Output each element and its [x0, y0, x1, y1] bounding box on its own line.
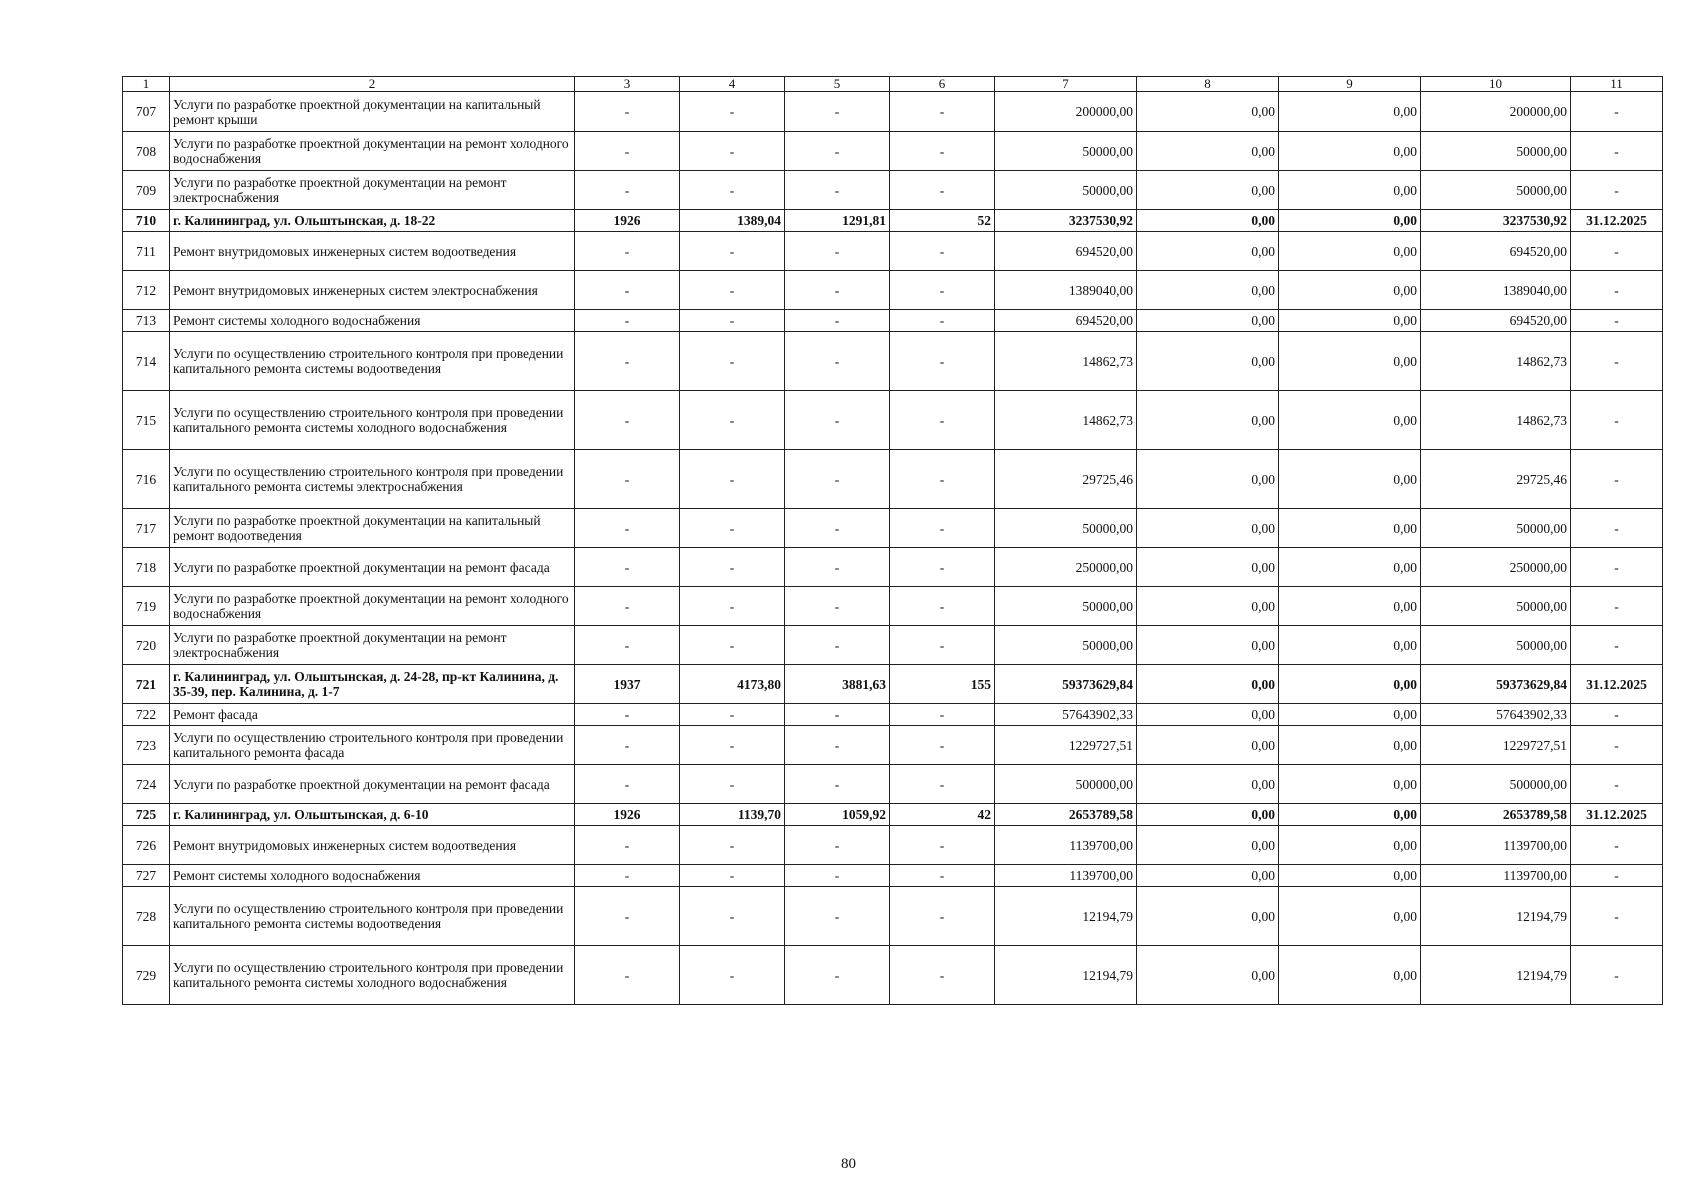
cell-col5: -	[785, 232, 890, 271]
cell-col4: -	[680, 548, 785, 587]
cell-col4: 1139,70	[680, 804, 785, 826]
cell-col7: 50000,00	[995, 509, 1137, 548]
row-number: 717	[123, 509, 170, 548]
cell-col4: -	[680, 310, 785, 332]
cell-col3: -	[575, 92, 680, 132]
row-name: г. Калининград, ул. Ольштынская, д. 18-22	[170, 210, 575, 232]
cell-col10: 12194,79	[1421, 946, 1571, 1005]
cell-col3: -	[575, 826, 680, 865]
column-number: 3	[575, 77, 680, 92]
row-name: г. Калининград, ул. Ольштынская, д. 24-28, пр-кт Калинина, д. 35-39, пер. Калинина, д. 1-7	[170, 665, 575, 704]
table-row	[123, 509, 1663, 548]
cell-col5: -	[785, 92, 890, 132]
cell-col8: 0,00	[1137, 509, 1279, 548]
cell-col3: -	[575, 587, 680, 626]
table-row	[123, 946, 1663, 1005]
cell-col10: 694520,00	[1421, 310, 1571, 332]
cell-col3: -	[575, 132, 680, 171]
cell-col8: 0,00	[1137, 726, 1279, 765]
cell-col11: -	[1571, 92, 1663, 132]
cell-col11: 31.12.2025	[1571, 665, 1663, 704]
column-number: 5	[785, 77, 890, 92]
cell-col6: -	[890, 548, 995, 587]
cell-col8: 0,00	[1137, 587, 1279, 626]
cell-col10: 59373629,84	[1421, 665, 1571, 704]
cell-col10: 1139700,00	[1421, 826, 1571, 865]
row-name: г. Калининград, ул. Ольштынская, д. 6-10	[170, 804, 575, 826]
cell-col7: 50000,00	[995, 171, 1137, 210]
cell-col7: 3237530,92	[995, 210, 1137, 232]
cell-col3: -	[575, 310, 680, 332]
cell-col11: 31.12.2025	[1571, 804, 1663, 826]
cell-col10: 12194,79	[1421, 887, 1571, 946]
cell-col10: 200000,00	[1421, 92, 1571, 132]
cell-col6: -	[890, 171, 995, 210]
cell-col10: 50000,00	[1421, 626, 1571, 665]
cell-col10: 14862,73	[1421, 332, 1571, 391]
column-number: 4	[680, 77, 785, 92]
cell-col7: 59373629,84	[995, 665, 1137, 704]
cell-col6: -	[890, 726, 995, 765]
row-name: Услуги по осуществлению строительного контроля при проведении капитального ремонта системы холодного водоснабжения	[170, 391, 575, 450]
cell-col3: -	[575, 548, 680, 587]
cell-col5: -	[785, 332, 890, 391]
cell-col7: 200000,00	[995, 92, 1137, 132]
cell-col9: 0,00	[1279, 726, 1421, 765]
column-number: 7	[995, 77, 1137, 92]
cell-col3: -	[575, 946, 680, 1005]
cell-col3: 1926	[575, 804, 680, 826]
cell-col9: 0,00	[1279, 548, 1421, 587]
cell-col6: 155	[890, 665, 995, 704]
row-number: 709	[123, 171, 170, 210]
cell-col8: 0,00	[1137, 210, 1279, 232]
cell-col11: -	[1571, 887, 1663, 946]
table-row	[123, 132, 1663, 171]
row-number: 712	[123, 271, 170, 310]
cell-col4: -	[680, 765, 785, 804]
cell-col8: 0,00	[1137, 826, 1279, 865]
cell-col11: -	[1571, 332, 1663, 391]
cell-col7: 694520,00	[995, 232, 1137, 271]
cell-col6: -	[890, 626, 995, 665]
cell-col6: -	[890, 92, 995, 132]
cell-col3: -	[575, 332, 680, 391]
cell-col8: 0,00	[1137, 232, 1279, 271]
cell-col9: 0,00	[1279, 92, 1421, 132]
cell-col6: -	[890, 271, 995, 310]
table-row	[123, 804, 1663, 826]
cell-col10: 50000,00	[1421, 509, 1571, 548]
cell-col3: -	[575, 865, 680, 887]
cell-col7: 500000,00	[995, 765, 1137, 804]
cell-col7: 14862,73	[995, 391, 1137, 450]
cell-col9: 0,00	[1279, 232, 1421, 271]
cell-col5: -	[785, 587, 890, 626]
cell-col10: 50000,00	[1421, 132, 1571, 171]
cell-col4: -	[680, 450, 785, 509]
row-number: 729	[123, 946, 170, 1005]
column-number: 9	[1279, 77, 1421, 92]
cell-col4: -	[680, 887, 785, 946]
cell-col5: -	[785, 765, 890, 804]
row-name: Услуги по осуществлению строительного контроля при проведении капитального ремонта системы электроснабжения	[170, 450, 575, 509]
cell-col9: 0,00	[1279, 271, 1421, 310]
cell-col4: -	[680, 171, 785, 210]
row-name: Услуги по осуществлению строительного контроля при проведении капитального ремонта системы водоотведения	[170, 332, 575, 391]
table-row	[123, 704, 1663, 726]
row-number: 708	[123, 132, 170, 171]
cell-col5: 1059,92	[785, 804, 890, 826]
cell-col3: -	[575, 626, 680, 665]
cell-col4: -	[680, 946, 785, 1005]
table-row	[123, 310, 1663, 332]
cell-col9: 0,00	[1279, 887, 1421, 946]
cell-col11: 31.12.2025	[1571, 210, 1663, 232]
cell-col10: 50000,00	[1421, 171, 1571, 210]
column-number: 6	[890, 77, 995, 92]
cell-col5: -	[785, 704, 890, 726]
cell-col9: 0,00	[1279, 210, 1421, 232]
cell-col11: -	[1571, 391, 1663, 450]
row-number: 726	[123, 826, 170, 865]
cell-col3: -	[575, 704, 680, 726]
table-row	[123, 450, 1663, 509]
row-name: Услуги по разработке проектной документации на ремонт холодного водоснабжения	[170, 587, 575, 626]
document-sheet	[122, 76, 1662, 1005]
row-name: Услуги по разработке проектной документации на капитальный ремонт водоотведения	[170, 509, 575, 548]
row-number: 722	[123, 704, 170, 726]
row-number: 715	[123, 391, 170, 450]
cell-col8: 0,00	[1137, 665, 1279, 704]
row-name: Услуги по разработке проектной документации на ремонт холодного водоснабжения	[170, 132, 575, 171]
row-number: 710	[123, 210, 170, 232]
row-number: 718	[123, 548, 170, 587]
cell-col9: 0,00	[1279, 450, 1421, 509]
cell-col11: -	[1571, 946, 1663, 1005]
cell-col10: 57643902,33	[1421, 704, 1571, 726]
cell-col9: 0,00	[1279, 865, 1421, 887]
cell-col3: -	[575, 450, 680, 509]
row-name: Услуги по разработке проектной документации на ремонт фасада	[170, 765, 575, 804]
cell-col4: -	[680, 271, 785, 310]
row-name: Ремонт фасада	[170, 704, 575, 726]
row-name: Ремонт внутридомовых инженерных систем электроснабжения	[170, 271, 575, 310]
cell-col8: 0,00	[1137, 887, 1279, 946]
cell-col9: 0,00	[1279, 704, 1421, 726]
cell-col3: -	[575, 232, 680, 271]
cell-col9: 0,00	[1279, 171, 1421, 210]
cell-col7: 50000,00	[995, 132, 1137, 171]
cell-col5: -	[785, 726, 890, 765]
cell-col4: -	[680, 726, 785, 765]
row-name: Ремонт внутридомовых инженерных систем водоотведения	[170, 826, 575, 865]
cell-col5: -	[785, 548, 890, 587]
cell-col8: 0,00	[1137, 391, 1279, 450]
cell-col4: 1389,04	[680, 210, 785, 232]
cell-col5: -	[785, 865, 890, 887]
cell-col10: 50000,00	[1421, 587, 1571, 626]
cell-col7: 50000,00	[995, 626, 1137, 665]
table-row	[123, 865, 1663, 887]
cell-col8: 0,00	[1137, 132, 1279, 171]
table-row	[123, 210, 1663, 232]
cell-col5: -	[785, 391, 890, 450]
row-name: Ремонт системы холодного водоснабжения	[170, 865, 575, 887]
row-name: Услуги по разработке проектной документации на ремонт фасада	[170, 548, 575, 587]
cell-col9: 0,00	[1279, 310, 1421, 332]
cell-col5: -	[785, 887, 890, 946]
cell-col6: -	[890, 310, 995, 332]
row-number: 725	[123, 804, 170, 826]
cell-col4: -	[680, 865, 785, 887]
table-row	[123, 232, 1663, 271]
cell-col9: 0,00	[1279, 626, 1421, 665]
cell-col11: -	[1571, 865, 1663, 887]
cell-col10: 1229727,51	[1421, 726, 1571, 765]
row-name: Услуги по разработке проектной документации на капитальный ремонт крыши	[170, 92, 575, 132]
cell-col10: 250000,00	[1421, 548, 1571, 587]
row-number: 713	[123, 310, 170, 332]
page-number: 80	[841, 1156, 856, 1172]
cell-col5: 3881,63	[785, 665, 890, 704]
cell-col7: 1139700,00	[995, 826, 1137, 865]
cell-col4: -	[680, 704, 785, 726]
cell-col8: 0,00	[1137, 171, 1279, 210]
column-number: 2	[170, 77, 575, 92]
cell-col8: 0,00	[1137, 804, 1279, 826]
table-row	[123, 665, 1663, 704]
cell-col7: 14862,73	[995, 332, 1137, 391]
cell-col6: -	[890, 232, 995, 271]
cell-col4: -	[680, 391, 785, 450]
cell-col9: 0,00	[1279, 826, 1421, 865]
cell-col10: 3237530,92	[1421, 210, 1571, 232]
cell-col8: 0,00	[1137, 946, 1279, 1005]
table-row	[123, 626, 1663, 665]
cell-col6: -	[890, 450, 995, 509]
cell-col4: -	[680, 232, 785, 271]
row-number: 720	[123, 626, 170, 665]
table-row	[123, 726, 1663, 765]
table-row	[123, 271, 1663, 310]
table-row	[123, 887, 1663, 946]
cell-col6: 42	[890, 804, 995, 826]
cell-col5: -	[785, 171, 890, 210]
cell-col10: 2653789,58	[1421, 804, 1571, 826]
cell-col4: -	[680, 626, 785, 665]
cell-col9: 0,00	[1279, 391, 1421, 450]
table-row	[123, 391, 1663, 450]
cell-col7: 50000,00	[995, 587, 1137, 626]
cell-col6: 52	[890, 210, 995, 232]
cell-col9: 0,00	[1279, 587, 1421, 626]
row-number: 724	[123, 765, 170, 804]
cell-col11: -	[1571, 509, 1663, 548]
cell-col7: 1389040,00	[995, 271, 1137, 310]
cell-col8: 0,00	[1137, 548, 1279, 587]
cell-col8: 0,00	[1137, 92, 1279, 132]
cell-col11: -	[1571, 271, 1663, 310]
cell-col6: -	[890, 865, 995, 887]
cell-col8: 0,00	[1137, 765, 1279, 804]
column-number: 10	[1421, 77, 1571, 92]
cell-col6: -	[890, 509, 995, 548]
cell-col5: 1291,81	[785, 210, 890, 232]
row-number: 716	[123, 450, 170, 509]
cell-col7: 12194,79	[995, 946, 1137, 1005]
table-row	[123, 826, 1663, 865]
cell-col3: -	[575, 271, 680, 310]
cell-col9: 0,00	[1279, 332, 1421, 391]
row-number: 721	[123, 665, 170, 704]
cell-col3: -	[575, 509, 680, 548]
capital-repair-table	[122, 76, 1663, 1005]
cell-col10: 14862,73	[1421, 391, 1571, 450]
cell-col9: 0,00	[1279, 665, 1421, 704]
column-number-row	[123, 77, 1663, 92]
cell-col9: 0,00	[1279, 509, 1421, 548]
table-row	[123, 548, 1663, 587]
cell-col4: -	[680, 587, 785, 626]
cell-col11: -	[1571, 310, 1663, 332]
cell-col7: 250000,00	[995, 548, 1137, 587]
cell-col7: 694520,00	[995, 310, 1137, 332]
row-number: 714	[123, 332, 170, 391]
cell-col5: -	[785, 509, 890, 548]
row-name: Услуги по осуществлению строительного контроля при проведении капитального ремонта системы водоотведения	[170, 887, 575, 946]
cell-col6: -	[890, 765, 995, 804]
cell-col6: -	[890, 132, 995, 171]
cell-col5: -	[785, 946, 890, 1005]
cell-col8: 0,00	[1137, 704, 1279, 726]
cell-col10: 29725,46	[1421, 450, 1571, 509]
cell-col10: 1139700,00	[1421, 865, 1571, 887]
cell-col11: -	[1571, 232, 1663, 271]
cell-col6: -	[890, 391, 995, 450]
cell-col3: 1937	[575, 665, 680, 704]
cell-col6: -	[890, 704, 995, 726]
cell-col8: 0,00	[1137, 310, 1279, 332]
row-name: Услуги по разработке проектной документации на ремонт электроснабжения	[170, 626, 575, 665]
column-number: 1	[123, 77, 170, 92]
table-row	[123, 587, 1663, 626]
cell-col5: -	[785, 132, 890, 171]
cell-col5: -	[785, 626, 890, 665]
cell-col4: -	[680, 332, 785, 391]
cell-col6: -	[890, 826, 995, 865]
cell-col7: 12194,79	[995, 887, 1137, 946]
cell-col11: -	[1571, 704, 1663, 726]
cell-col11: -	[1571, 826, 1663, 865]
cell-col10: 1389040,00	[1421, 271, 1571, 310]
row-name: Ремонт внутридомовых инженерных систем водоотведения	[170, 232, 575, 271]
cell-col6: -	[890, 946, 995, 1005]
cell-col8: 0,00	[1137, 271, 1279, 310]
column-number: 11	[1571, 77, 1663, 92]
cell-col11: -	[1571, 626, 1663, 665]
cell-col11: -	[1571, 450, 1663, 509]
cell-col7: 2653789,58	[995, 804, 1137, 826]
cell-col9: 0,00	[1279, 132, 1421, 171]
table-body	[123, 77, 1663, 1005]
row-number: 728	[123, 887, 170, 946]
row-number: 723	[123, 726, 170, 765]
cell-col7: 1229727,51	[995, 726, 1137, 765]
cell-col3: -	[575, 887, 680, 946]
cell-col7: 57643902,33	[995, 704, 1137, 726]
row-number: 727	[123, 865, 170, 887]
row-name: Услуги по осуществлению строительного контроля при проведении капитального ремонта фасада	[170, 726, 575, 765]
cell-col3: -	[575, 171, 680, 210]
cell-col8: 0,00	[1137, 450, 1279, 509]
cell-col11: -	[1571, 587, 1663, 626]
cell-col4: -	[680, 92, 785, 132]
cell-col11: -	[1571, 548, 1663, 587]
row-number: 711	[123, 232, 170, 271]
row-number: 707	[123, 92, 170, 132]
cell-col10: 500000,00	[1421, 765, 1571, 804]
cell-col6: -	[890, 332, 995, 391]
cell-col4: -	[680, 509, 785, 548]
cell-col9: 0,00	[1279, 946, 1421, 1005]
cell-col11: -	[1571, 765, 1663, 804]
cell-col6: -	[890, 587, 995, 626]
row-name: Ремонт системы холодного водоснабжения	[170, 310, 575, 332]
table-row	[123, 765, 1663, 804]
row-name: Услуги по осуществлению строительного контроля при проведении капитального ремонта системы холодного водоснабжения	[170, 946, 575, 1005]
cell-col3: -	[575, 765, 680, 804]
row-name: Услуги по разработке проектной документации на ремонт электроснабжения	[170, 171, 575, 210]
cell-col5: -	[785, 826, 890, 865]
cell-col3: -	[575, 726, 680, 765]
cell-col5: -	[785, 450, 890, 509]
cell-col11: -	[1571, 171, 1663, 210]
cell-col10: 694520,00	[1421, 232, 1571, 271]
cell-col9: 0,00	[1279, 804, 1421, 826]
table-row	[123, 171, 1663, 210]
cell-col6: -	[890, 887, 995, 946]
cell-col4: -	[680, 826, 785, 865]
cell-col11: -	[1571, 132, 1663, 171]
cell-col4: -	[680, 132, 785, 171]
table-row	[123, 332, 1663, 391]
cell-col7: 29725,46	[995, 450, 1137, 509]
column-number: 8	[1137, 77, 1279, 92]
cell-col5: -	[785, 271, 890, 310]
table-row	[123, 92, 1663, 132]
cell-col3: 1926	[575, 210, 680, 232]
cell-col7: 1139700,00	[995, 865, 1137, 887]
cell-col8: 0,00	[1137, 626, 1279, 665]
cell-col8: 0,00	[1137, 332, 1279, 391]
cell-col9: 0,00	[1279, 765, 1421, 804]
cell-col4: 4173,80	[680, 665, 785, 704]
row-number: 719	[123, 587, 170, 626]
cell-col3: -	[575, 391, 680, 450]
cell-col11: -	[1571, 726, 1663, 765]
cell-col5: -	[785, 310, 890, 332]
cell-col8: 0,00	[1137, 865, 1279, 887]
